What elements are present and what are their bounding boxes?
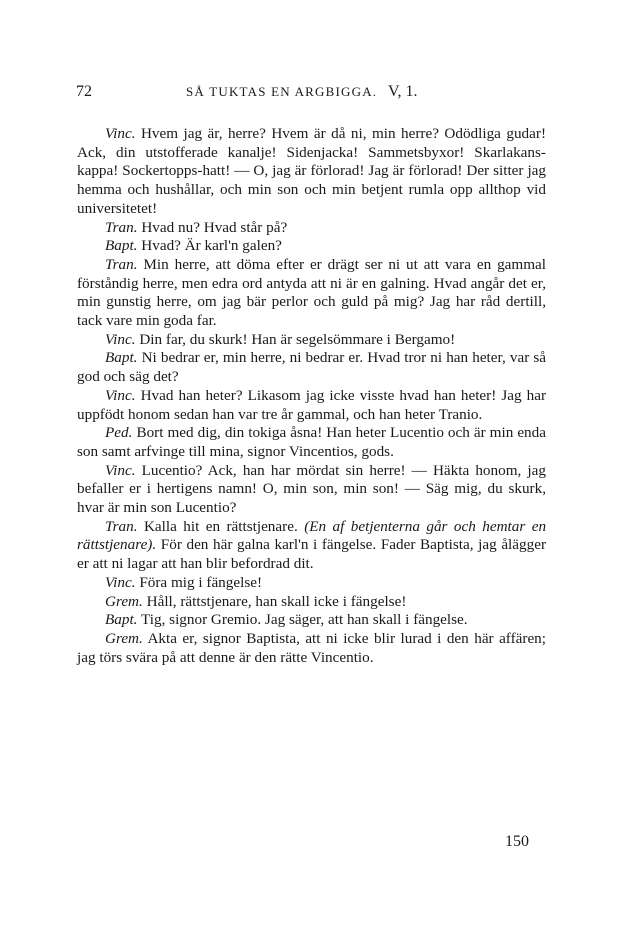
act-scene: V, 1. — [388, 83, 418, 100]
speaker-name: Tran. — [105, 517, 138, 535]
speaker-name: Grem. — [105, 629, 143, 647]
speech — [77, 256, 546, 331]
speech — [77, 237, 546, 256]
speech — [77, 630, 546, 667]
speech — [77, 387, 546, 424]
speech — [77, 331, 546, 350]
speech-text: Hvem jag är, herre? Hvem är då ni, min herre? Odödliga gudar! Ack, din utstofferade kanalje! Sidenjacka! Sammetsbyxor! Skarlakans-kappa! Sockertopps-hatt! — O, jag är förlorad! Jag är förlorad! Der sitter jag hemma och hushållar, och min son och min betjent rumla opp allthop vid universitetet! — [77, 125, 547, 217]
speaker-name: Bapt. — [105, 349, 138, 367]
speech-text: Håll, rättstjenare, han skall icke i fängelse! — [146, 592, 407, 610]
speech-text: Kalla hit en rättstjenare. — [143, 517, 298, 535]
speaker-name: Vinc. — [105, 125, 136, 142]
speech-text: Min herre, att döma efter er drägt ser ni ut att vara en gammal förståndig herre, men edra ord antyda att ni är en galning. Hvad angår det er, min gunstig herre, om jag bär perlor och guld på mig? Jag har råd dertill, tack vare min goda far. — [77, 255, 547, 330]
speech — [77, 611, 546, 630]
speech-text: Föra mig i fängelse! — [139, 573, 263, 591]
speaker-name: Grem. — [105, 592, 143, 610]
speech — [77, 518, 546, 574]
speech — [77, 462, 546, 518]
speech-text: Tig, signor Gremio. Jag säger, att han skall i fängelse. — [141, 611, 468, 629]
speech-text: Bort med dig, din tokiga åsna! Han heter Lucentio och är min enda son samt arfvinge till mina, signor Vincentios, gods. — [77, 424, 546, 460]
speech-text: Ni bedrar er, min herre, ni bedrar er. Hvad tror ni han heter, var så god och säg det? — [77, 349, 546, 386]
speaker-name: Vinc. — [105, 330, 136, 348]
speech — [77, 574, 546, 593]
speech-text: Lucentio? Ack, han har mördat sin herre! — Häkta honom, jag befaller er i hertigens namn! O, min son, min son! — Säg mig, du skurk, hvar är min son Lucentio? — [77, 461, 546, 517]
speech-text: Akta er, signor Baptista, att ni icke blir lurad i den här affären; jag törs svära på att denne är den rätte Vincentio. — [77, 629, 546, 666]
speech — [77, 219, 546, 238]
speaker-name: Bapt. — [105, 611, 138, 629]
page-number: 72 — [76, 83, 92, 100]
speaker-name: Tran. — [105, 218, 138, 236]
speech-text: För den här galna karl'n i fängelse. Fader Baptista, jag ålägger er att ni lagar att han blir befordrad dit. — [77, 536, 547, 573]
speech-text: Hvad nu? Hvad står på? — [141, 218, 288, 236]
speech — [77, 593, 546, 612]
signature-number: 150 — [505, 833, 529, 850]
running-head — [76, 83, 546, 105]
dialogue-text — [77, 125, 546, 667]
speech-text: Hvad? Är karl'n galen? — [141, 237, 282, 255]
speech — [77, 424, 546, 461]
speaker-name: Bapt. — [105, 237, 138, 255]
stage-direction: (En af betjenterna går och hemtar en rättstjenare). — [77, 517, 547, 554]
speech — [77, 125, 546, 219]
speaker-name: Vinc. — [105, 461, 136, 479]
speech-text: Din far, du skurk! Han är segelsömmare i Bergamo! — [139, 330, 456, 348]
running-title: SÅ TUKTAS EN ARGBIGGA. — [186, 84, 378, 99]
speaker-name: Vinc. — [105, 573, 136, 591]
speech-text: Hvad han heter? Likasom jag icke visste hvad han heter! Jag har uppfödt honom sedan han var tre år gammal, och han heter Tranio. — [77, 386, 547, 423]
speaker-name: Vinc. — [105, 386, 136, 404]
speech — [77, 349, 546, 386]
speaker-name: Tran. — [105, 255, 138, 273]
speaker-name: Ped. — [105, 424, 133, 442]
